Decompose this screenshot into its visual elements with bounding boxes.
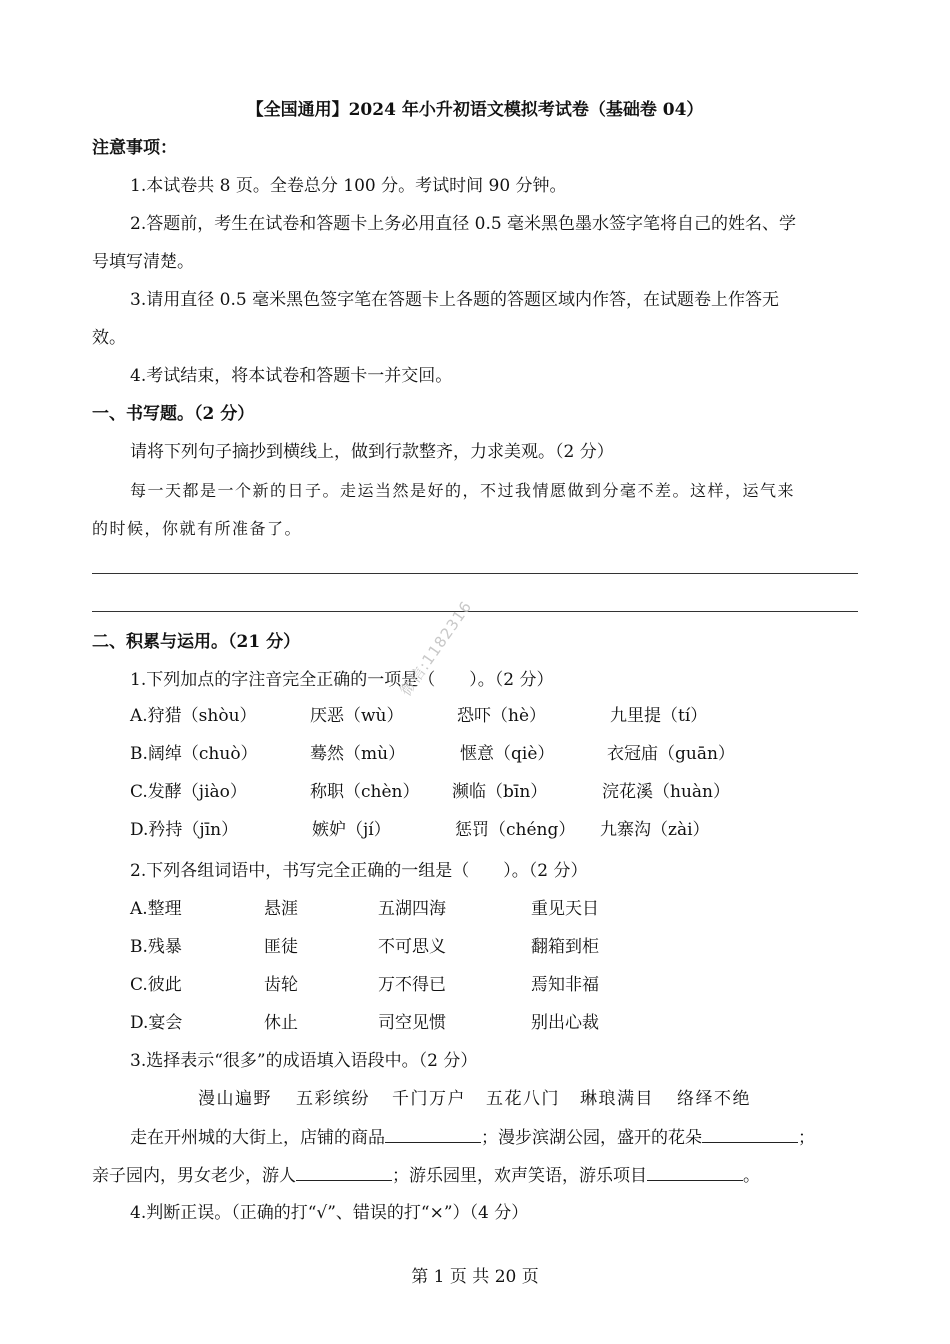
q3-text: 走在开州城的大街上，店铺的商品 (130, 1128, 385, 1148)
q1-option: D.矜持（jīn） (130, 820, 239, 840)
q1-option: 惬意（qiè） (460, 744, 555, 764)
q3-stem: 3.选择表示“很多”的成语填入语段中。（2 分） (130, 1051, 478, 1071)
answer-blank[interactable] (385, 1126, 481, 1143)
notice-heading: 注意事项： (92, 138, 177, 158)
q1-option: 厌恶（wù） (310, 706, 404, 726)
writing-line[interactable] (92, 573, 858, 574)
q4-stem: 4.判断正误。（正确的打“√”、错误的打“×”）（4 分） (130, 1203, 529, 1223)
q1-option: 濒临（bīn） (452, 782, 548, 802)
notice-item: 4.考试结束，将本试卷和答题卡一并交回。 (130, 366, 453, 386)
q3-idiom-option: 琳琅满目 (580, 1089, 654, 1109)
q1-option: A.狩猎（shòu） (130, 706, 257, 726)
q1-option: C.发酵（jiào） (130, 782, 247, 802)
q2-option: D.宴会 (130, 1013, 183, 1033)
page-footer: 第 1 页 共 20 页 (411, 1267, 539, 1287)
answer-blank[interactable] (647, 1164, 743, 1181)
notice-item: 效。 (92, 328, 126, 348)
q3-paragraph-line (92, 1164, 858, 1188)
answer-blank[interactable] (702, 1126, 798, 1143)
page-title: 【全国通用】2024 年小升初语文模拟考试卷（基础卷 04） (246, 100, 704, 120)
q3-text: ；漫步滨湖公园，盛开的花朵 (481, 1128, 702, 1148)
q3-paragraph-line (130, 1126, 858, 1150)
q1-option: 蓦然（mù） (310, 744, 406, 764)
q3-text: ；游乐园里，欢声笑语，游乐项目 (392, 1166, 647, 1186)
q2-option: 翻箱到柜 (531, 937, 599, 957)
section2-heading: 二、积累与运用。（21 分） (92, 632, 301, 652)
notice-item: 1.本试卷共 8 页。全卷总分 100 分。考试时间 90 分钟。 (130, 176, 567, 196)
section1-instruction: 请将下列句子摘抄到横线上，做到行款整齐，力求美观。（2 分） (130, 442, 614, 462)
q1-option: 衣冠庙（guān） (607, 744, 735, 764)
q1-stem: 1.下列加点的字注音完全正确的一项是（ ）。（2 分） (130, 670, 554, 690)
q2-option: B.残暴 (130, 937, 182, 957)
q1-option: 九寨沟（zài） (600, 820, 710, 840)
notice-item: 号填写清楚。 (92, 252, 194, 272)
q1-option: 九里提（tí） (610, 706, 708, 726)
q1-option: 称职（chèn） (310, 782, 420, 802)
answer-blank[interactable] (296, 1164, 392, 1181)
q3-text: 。 (743, 1166, 760, 1186)
q2-option: C.彼此 (130, 975, 182, 995)
watermark: 微信:1182316 (396, 597, 476, 700)
notice-item: 2.答题前，考生在试卷和答题卡上务必用直径 0.5 毫米黑色墨水签字笔将自己的姓名、学 (130, 214, 797, 234)
q3-idiom-option: 络绎不绝 (677, 1089, 751, 1109)
q2-stem: 2.下列各组词语中，书写完全正确的一组是（ ）。（2 分） (130, 861, 588, 881)
q2-option: A.整理 (130, 899, 182, 919)
q3-text: ； (798, 1128, 815, 1148)
writing-line[interactable] (92, 611, 858, 612)
q3-idiom-option: 五彩缤纷 (296, 1089, 370, 1109)
q2-option: 司空见惯 (378, 1013, 446, 1033)
q3-idiom-option: 千门万户 (392, 1089, 466, 1109)
q3-idiom-option: 漫山遍野 (198, 1089, 272, 1109)
q1-option: 嫉妒（jí） (312, 820, 391, 840)
q3-idiom-option: 五花八门 (486, 1089, 560, 1109)
q1-option: 浣花溪（huàn） (602, 782, 730, 802)
section1-heading: 一、书写题。（2 分） (92, 404, 255, 424)
q2-option: 别出心裁 (531, 1013, 599, 1033)
q2-option: 焉知非福 (531, 975, 599, 995)
q2-option: 五湖四海 (378, 899, 446, 919)
q2-option: 匪徒 (264, 937, 298, 957)
q2-option: 悬涯 (264, 899, 298, 919)
q2-option: 重见天日 (531, 899, 599, 919)
section1-quote: 的时候，你就有所准备了。 (92, 519, 303, 538)
q2-option: 齿轮 (264, 975, 298, 995)
q3-text: 亲子园内，男女老少，游人 (92, 1166, 296, 1186)
q1-option: 恐吓（hè） (457, 706, 547, 726)
q1-option: B.阔绰（chuò） (130, 744, 258, 764)
q2-option: 不可思义 (378, 937, 446, 957)
q1-option: 惩罚（chéng） (455, 820, 576, 840)
q2-option: 万不得已 (378, 975, 446, 995)
section1-quote: 每一天都是一个新的日子。走运当然是好的，不过我情愿做到分毫不差。这样，运气来 (130, 481, 796, 500)
notice-item: 3.请用直径 0.5 毫米黑色签字笔在答题卡上各题的答题区域内作答，在试题卷上作答无 (130, 290, 780, 310)
q2-option: 休止 (264, 1013, 298, 1033)
